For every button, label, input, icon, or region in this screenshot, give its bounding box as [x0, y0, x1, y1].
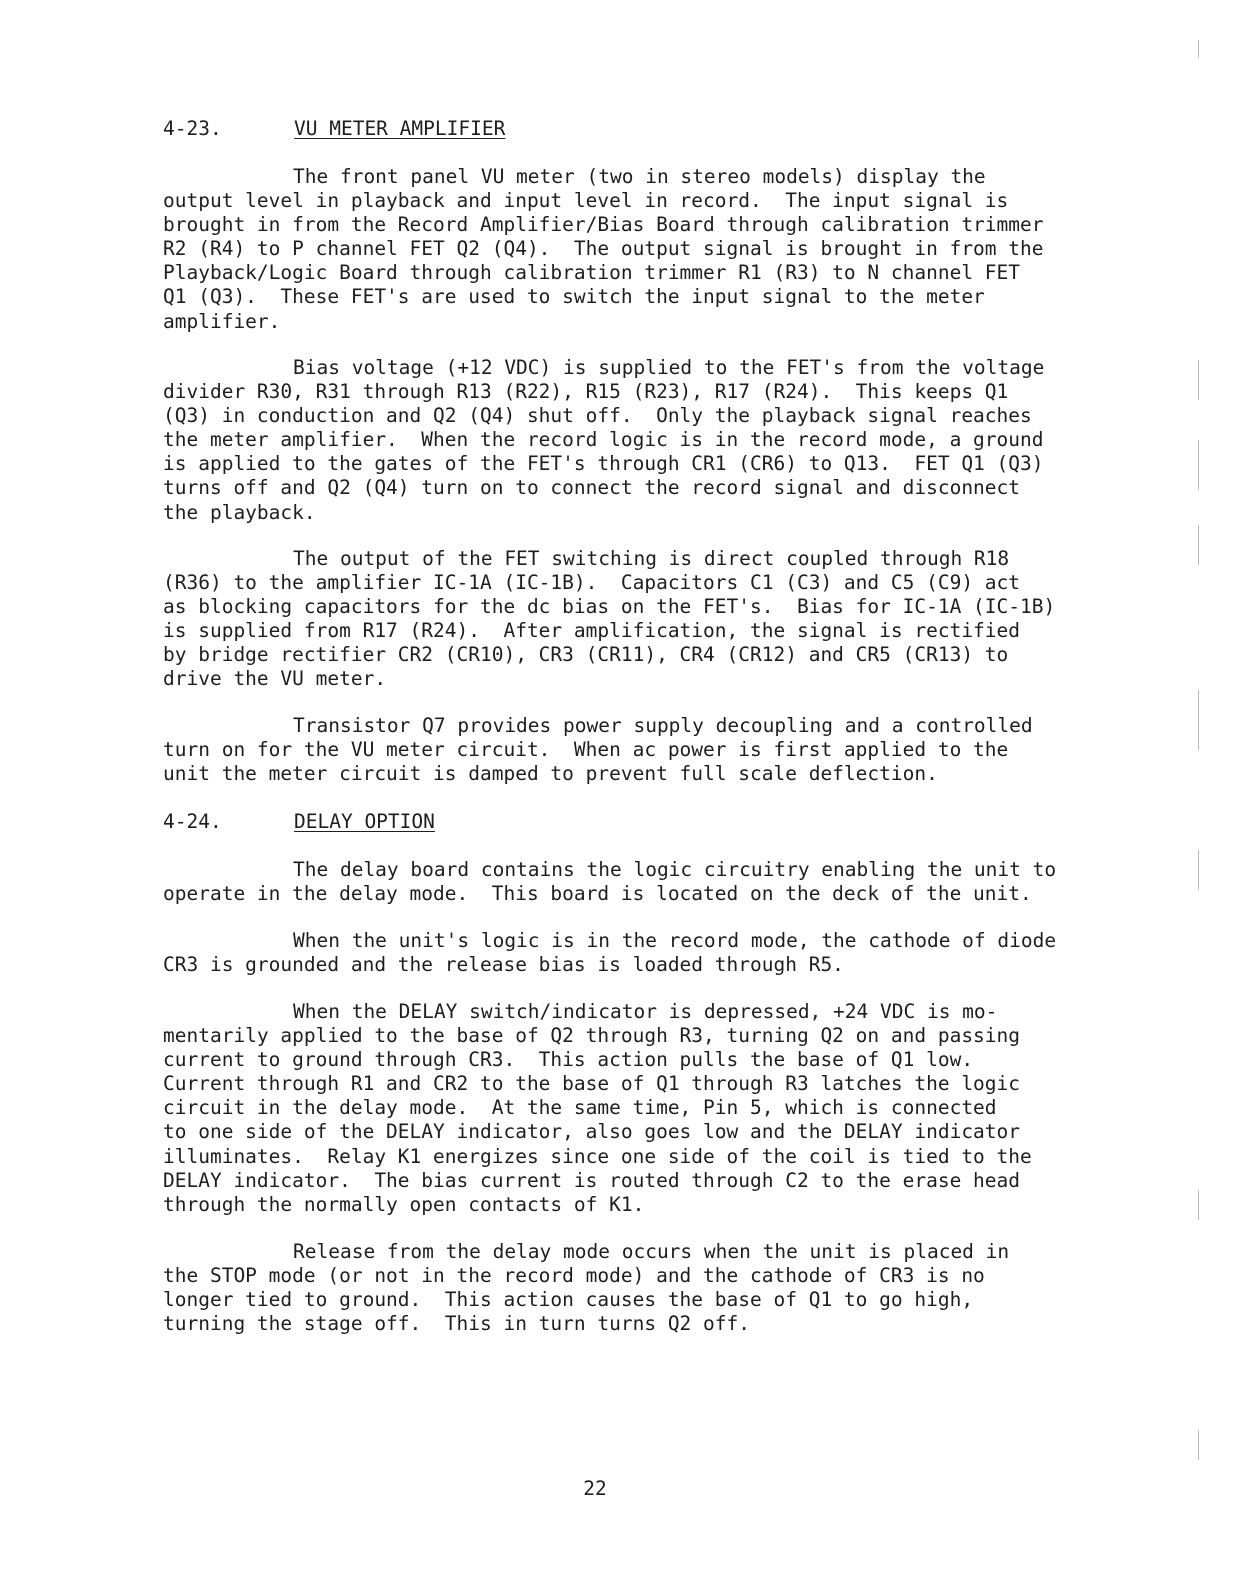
text-line: When the DELAY switch/indicator is depressed, +24 VDC is mo- [293, 1000, 998, 1023]
text-line: current to ground through CR3. This action pulls the base of Q1 low. [163, 1048, 974, 1072]
text-line: (Q3) in conduction and Q2 (Q4) shut off. Only the playback signal reaches [163, 404, 1032, 428]
paragraph [163, 714, 1083, 786]
text-line: is supplied from R17 (R24). After amplification, the signal is rectified [163, 619, 1021, 643]
text-line: by bridge rectifier CR2 (CR10), CR3 (CR11), CR4 (CR12) and CR5 (CR13) to [163, 643, 1009, 667]
text-line: to one side of the DELAY indicator, also goes low and the DELAY indicator [163, 1120, 1021, 1144]
text-line: The delay board contains the logic circuitry enabling the unit to [293, 858, 1057, 881]
text-line: the meter amplifier. When the record logic is in the record mode, a ground [163, 428, 1044, 452]
text-line: the playback. [163, 500, 316, 524]
paragraph [163, 165, 1083, 334]
scan-artifact [1198, 690, 1199, 750]
section-number: 4-24. [163, 810, 222, 833]
text-line: Transistor Q7 provides power supply decoupling and a controlled [293, 714, 1033, 737]
text-line: (R36) to the amplifier IC-1A (IC-1B). Capacitors C1 (C3) and C5 (C9) act [163, 571, 1021, 595]
text-line: The front panel VU meter (two in stereo models) display the [293, 165, 986, 188]
text-line: CR3 is grounded and the release bias is loaded through R5. [163, 953, 844, 977]
text-line: DELAY indicator. The bias current is routed through C2 to the erase head [163, 1168, 1021, 1192]
text-line: Q1 (Q3). These FET's are used to switch the input signal to the meter [163, 285, 985, 309]
text-line: mentarily applied to the base of Q2 through R3, turning Q2 on and passing [163, 1024, 1021, 1048]
scan-artifact [1198, 440, 1199, 490]
scan-artifact [1198, 850, 1199, 890]
text-line: illuminates. Relay K1 energizes since one side of the coil is tied to the [163, 1144, 1032, 1168]
text-line: drive the VU meter. [163, 667, 387, 691]
text-line: the STOP mode (or not in the record mode) and the cathode of CR3 is no [163, 1264, 985, 1288]
text-line: Playback/Logic Board through calibration trimmer R1 (R3) to N channel FET [163, 261, 1021, 285]
text-line: turns off and Q2 (Q4) turn on to connect the record signal and disconnect [163, 476, 1021, 500]
section-title: VU METER AMPLIFIER [294, 117, 506, 140]
text-line: is applied to the gates of the FET's through CR1 (CR6) to Q13. FET Q1 (Q3) [163, 452, 1044, 476]
text-line: Bias voltage (+12 VDC) is supplied to the FET's from the voltage [293, 356, 1045, 379]
text-line: operate in the delay mode. This board is located on the deck of the unit. [163, 882, 1032, 906]
scan-artifact [1198, 525, 1199, 565]
paragraph [163, 929, 1083, 977]
paragraph [163, 1000, 1083, 1217]
text-line: output level in playback and input level in record. The input signal is [163, 189, 1009, 213]
text-line: The output of the FET switching is direct coupled through R18 [293, 547, 1010, 570]
text-line: Release from the delay mode occurs when the unit is placed in [293, 1240, 1010, 1263]
paragraph [163, 547, 1083, 692]
text-line: turn on for the VU meter circuit. When ac power is first applied to the [163, 738, 1009, 762]
paragraph [163, 1240, 1083, 1336]
page-number: 22 [583, 1477, 607, 1500]
text-line: amplifier. [163, 309, 281, 333]
section-number: 4-23. [163, 117, 222, 140]
scan-artifact [1198, 1190, 1199, 1220]
scan-artifact [1198, 1430, 1199, 1460]
paragraph [163, 858, 1083, 906]
text-line: unit the meter circuit is damped to prevent full scale deflection. [163, 762, 938, 786]
section-heading-4-23 [163, 117, 505, 141]
text-line: turning the stage off. This in turn turns Q2 off. [163, 1312, 750, 1336]
text-line: longer tied to ground. This action causes the base of Q1 to go high, [163, 1288, 974, 1312]
paragraph [163, 356, 1083, 525]
scan-artifact [1198, 40, 1199, 58]
section-title: DELAY OPTION [294, 810, 435, 833]
text-line: divider R30, R31 through R13 (R22), R15 (R23), R17 (R24). This keeps Q1 [163, 380, 1009, 404]
scan-artifact [1198, 360, 1199, 400]
text-line: R2 (R4) to P channel FET Q2 (Q4). The output signal is brought in from the [163, 237, 1044, 261]
text-line: brought in from the Record Amplifier/Bias Board through calibration trimmer [163, 213, 1044, 237]
section-heading-4-24 [163, 810, 435, 834]
text-line: through the normally open contacts of K1. [163, 1192, 645, 1216]
text-line: When the unit's logic is in the record mode, the cathode of diode [293, 929, 1057, 952]
text-line: circuit in the delay mode. At the same time, Pin 5, which is connected [163, 1096, 997, 1120]
text-line: as blocking capacitors for the dc bias on the FET's. Bias for IC-1A (IC-1B) [163, 595, 1056, 619]
text-line: Current through R1 and CR2 to the base of Q1 through R3 latches the logic [163, 1072, 1021, 1096]
